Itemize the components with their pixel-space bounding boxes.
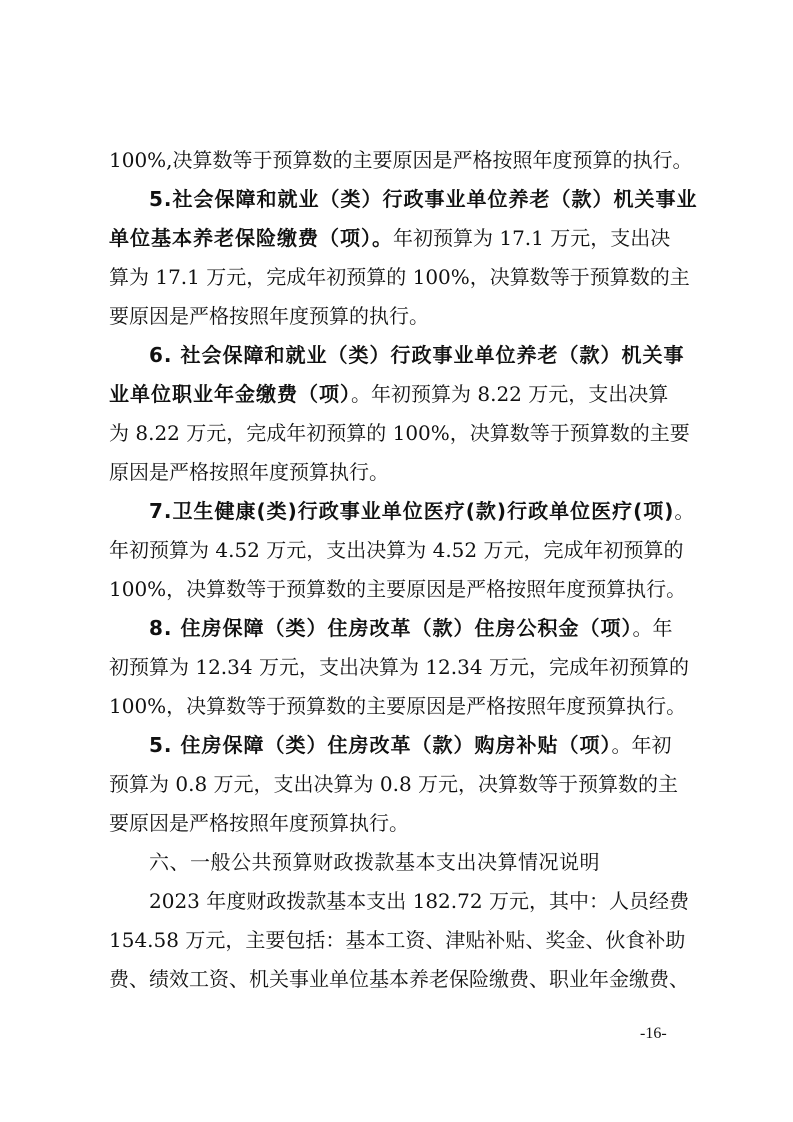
item-heading-rest: 。 [674,499,695,523]
item-heading-bold: 7.卫生健康(类)行政事业单位医疗(款)行政单位医疗(项) [149,499,675,523]
item-heading-rest: 。年 [632,616,673,640]
paragraph-line: 年初预算为 4.52 万元，支出决算为 4.52 万元，完成年初预算的 [109,538,684,562]
paragraph-line: 要原因是严格按照年度预算执行。 [109,811,409,835]
paragraph-line: 为 8.22 万元，完成年初预算的 100%，决算数等于预算数的主要 [109,421,690,445]
item-heading-bold: 单位基本养老保险缴费（项）。 [109,226,393,250]
paragraph-line: 154.58 万元，主要包括：基本工资、津贴补贴、奖金、伙食补助 [109,928,686,952]
item-heading-line [109,224,689,252]
item-heading-bold: 5. 住房保障（类）住房改革（款）购房补贴（项） [149,733,612,757]
item-heading-bold: 业单位职业年金缴费（项） [109,382,351,406]
paragraph-line: 费、绩效工资、机关事业单位基本养老保险缴费、职业年金缴费、 [109,967,689,991]
paragraph-line: 预算为 0.8 万元，支出决算为 0.8 万元，决算数等于预算数的主 [109,772,679,796]
item-heading-rest: 。年初预算为 8.22 万元，支出决算 [351,382,669,406]
item-heading-line [109,380,689,408]
item-heading-line [149,731,689,759]
item-heading-bold: 5.社会保障和就业（类）行政事业单位养老（款）机关事业 [149,187,698,211]
item-heading-line [149,497,695,525]
item-heading-line [149,614,689,642]
paragraph-line: 100%，决算数等于预算数的主要原因是严格按照年度预算执行。 [109,694,687,718]
item-heading-rest: 年初预算为 17.1 万元，支出决 [393,226,671,250]
item-heading-bold: 8. 住房保障（类）住房改革（款）住房公积金（项） [149,616,633,640]
paragraph-line: 2023 年度财政拨款基本支出 182.72 万元，其中：人员经费 [149,889,689,913]
item-heading-line [149,185,698,213]
paragraph-line: 初预算为 12.34 万元，支出决算为 12.34 万元，完成年初预算的 [109,655,689,679]
section-heading: 六、一般公共预算财政拨款基本支出决算情况说明 [149,850,600,874]
paragraph-line: 100%，决算数等于预算数的主要原因是严格按照年度预算执行。 [109,577,687,601]
paragraph-line: 要原因是严格按照年度预算的执行。 [109,304,429,328]
item-heading-line [149,341,689,369]
paragraph-line: 100%,决算数等于预算数的主要原因是严格按照年度预算的执行。 [109,148,693,172]
item-heading-rest: 。年初 [611,733,672,757]
item-heading-bold: 6. 社会保障和就业（类）行政事业单位养老（款）机关事 [149,343,685,367]
paragraph-line: 原因是严格按照年度预算执行。 [109,460,389,484]
page-number: -16- [640,1025,667,1042]
paragraph-line: 算为 17.1 万元，完成年初预算的 100%，决算数等于预算数的主 [109,265,690,289]
